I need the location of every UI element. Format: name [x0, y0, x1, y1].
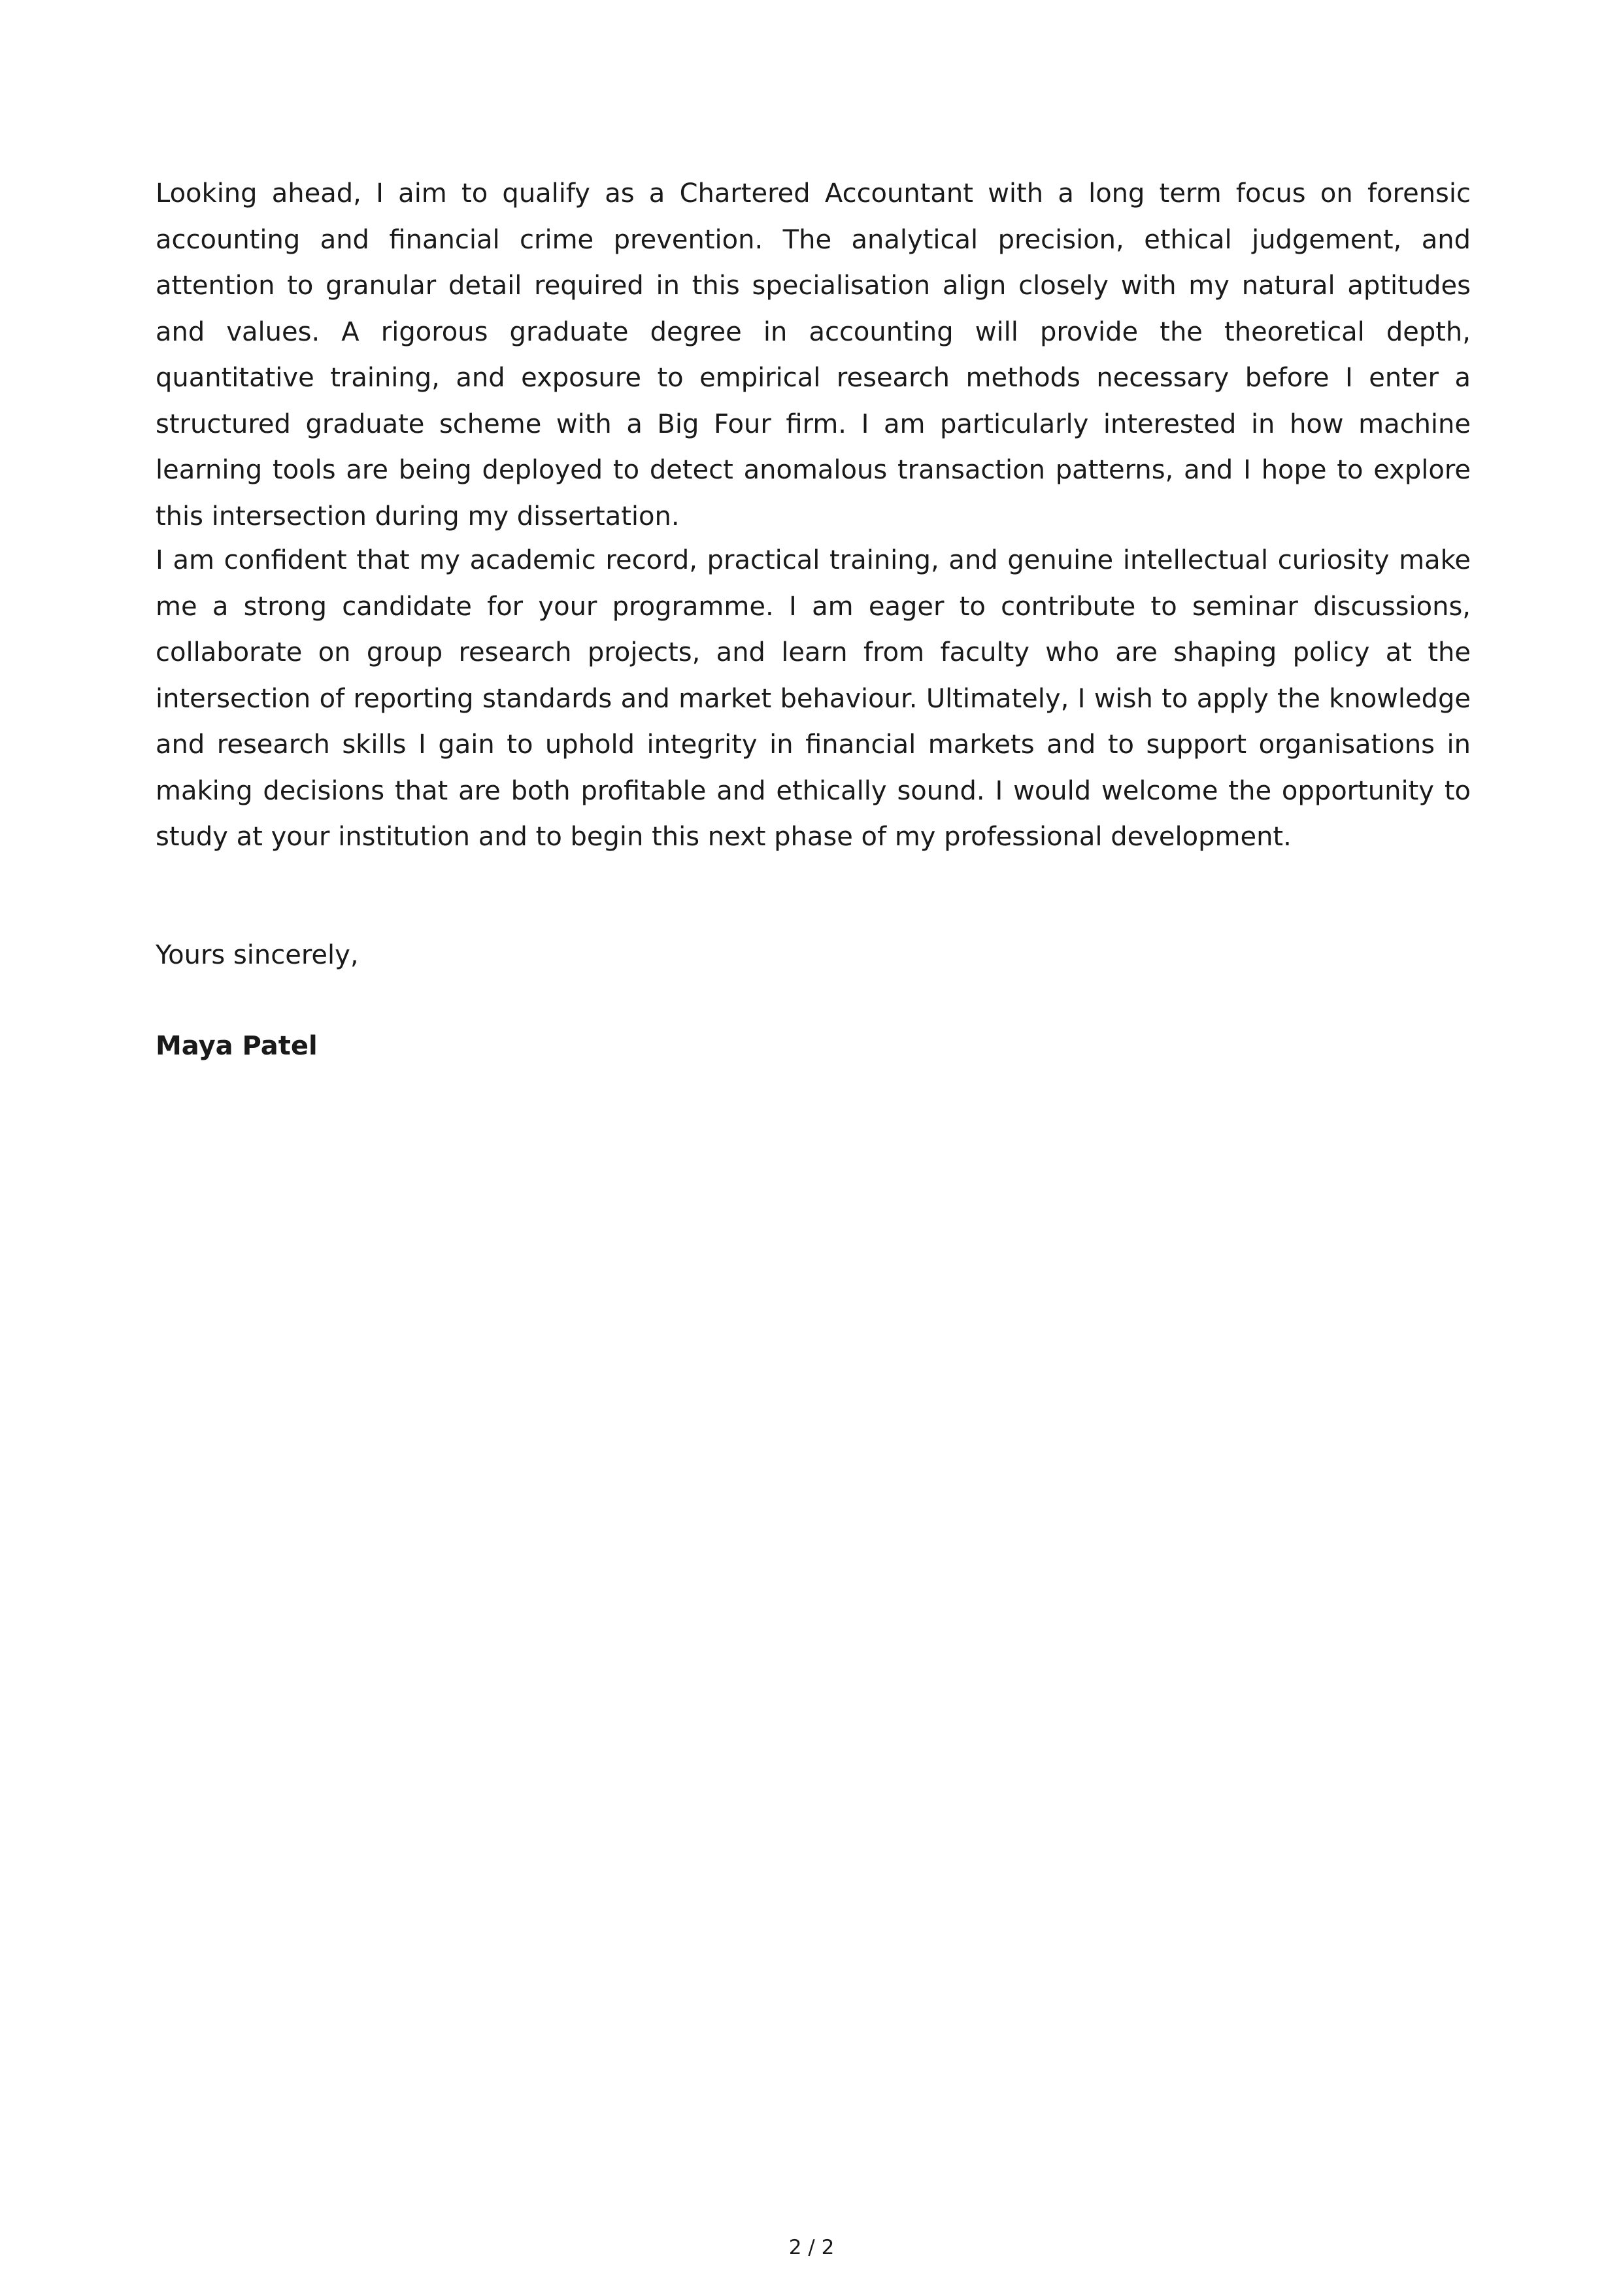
- signature-name: Maya Patel: [156, 1031, 318, 1061]
- closing-salutation: Yours sincerely,: [156, 940, 359, 970]
- body-paragraph: I am confident that my academic record, practical training, and genuine intellectual curiosity make me a strong candidate for your programme. I am eager to contribute to seminar discussions, collaborate on group research projects, and learn from faculty who are shaping policy at the intersection of reporting standards and market behaviour. Ultimately, I wish to apply the knowledge and research skills I gain to uphold integrity in financial markets and to support organisations in making decisions that are both profitable and ethically sound. I would welcome the opportunity to study at your institution and to begin this next phase of my professional development.: [156, 545, 1471, 852]
- page-number: 2 / 2: [788, 2236, 835, 2259]
- body-paragraph: Looking ahead, I aim to qualify as a Chartered Accountant with a long term focus on forensic accounting and financial crime prevention. The analytical precision, ethical judgement, and attention to granular detail required in this specialisation align closely with my natural aptitudes and values. A rigorous graduate degree in accounting will provide the theoretical depth, quantitative training, and exposure to empirical research methods necessary before I enter a structured graduate scheme with a Big Four firm. I am particularly interested in how machine learning tools are being deployed to detect anomalous transaction patterns, and I hope to explore this intersection during my dissertation.: [156, 178, 1471, 532]
